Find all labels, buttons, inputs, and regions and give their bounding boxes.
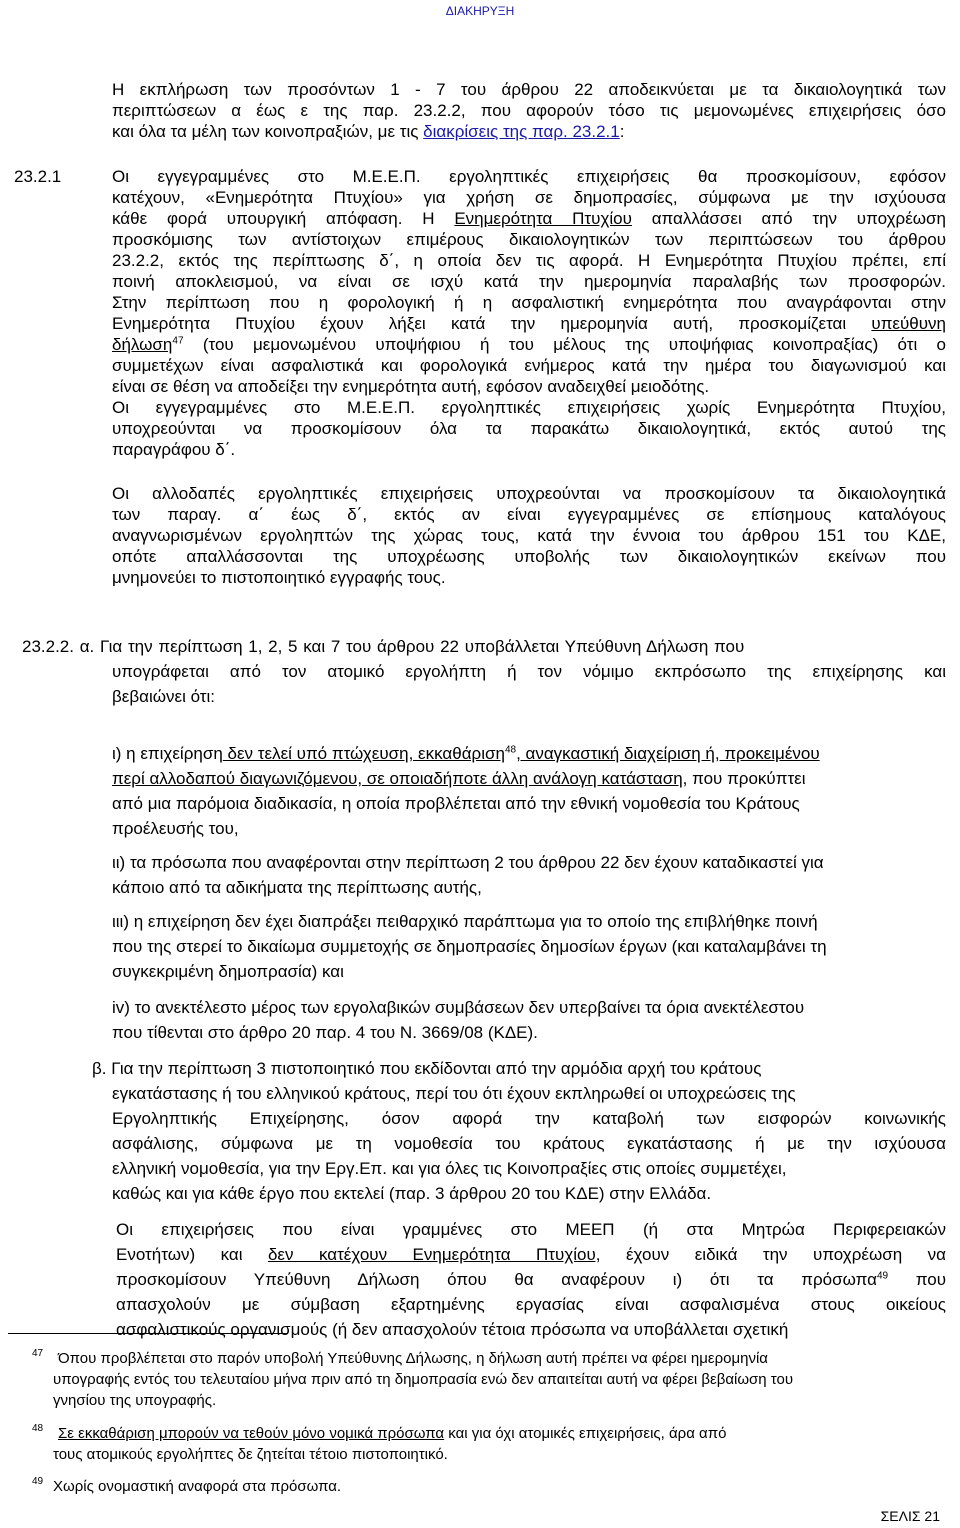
reference-link[interactable]: διακρίσεις της παρ. 23.2.1 — [423, 122, 620, 141]
s2321-line-9: δήλωση$^{47}$ (του μεμονωμένου υποψήφιου ή του μέλους της υποψήφιας κοινοπραξίας) ότι ο — [112, 335, 946, 354]
s2321-line-10: συμμετέχων είναι ασφαλιστικά και φορολογικά ενήμερος κατά την ημέρα του διαγωνισμού και — [112, 356, 946, 375]
s2321-line-14: παραγράφου δ΄. — [112, 440, 236, 459]
footnote-separator — [8, 1333, 288, 1334]
s2321-line-6: ποινή αποκλεισμού, να είναι σε ισχύ κατά την ημερομηνία παραλαβής των προσφορών. — [112, 272, 946, 291]
item-ii-line-2: κάποιο από τα αδικήματα της περίπτωσης αυτής, — [112, 878, 482, 897]
s2322a-line-3: βεβαιώνει ότι: — [112, 687, 216, 706]
footnote-ref-49[interactable]: 49 — [876, 1270, 889, 1282]
foreign-line-4: οπότε απαλλάσσονται της υποχρέωσης υποβολής των δικαιολογητικών εκείνων που — [112, 547, 946, 566]
beta-line-6: καθώς και για κάθε έργο που εκτελεί (παρ. 3 άρθρου 20 του ΚΔΕ) στην Ελλάδα. — [112, 1184, 712, 1203]
s2321-line-2: κατέχουν, «Ενημερότητα Πτυχίου» για χρήση σε δημοπρασίες, σύμφωνα με την ισχύουσα — [112, 188, 946, 207]
intro-line-2: περιπτώσεων α έως ε της παρ. 23.2.2, που αφορούν τόσο τις μεμονωμένες επιχειρήσεις όσο — [112, 101, 946, 120]
s2321-line-5: 23.2.2, εκτός της περίπτωσης δ΄, η οποία δεν τις αφορά. Η Ενημερότητα Πτυχίου πρέπει, επί — [112, 251, 946, 270]
s2321-line-12: Οι εγγεγραμμένες στο Μ.Ε.Ε.Π. εργοληπτικές επιχειρήσεις χωρίς Ενημερότητα Πτυχίου, — [112, 398, 946, 417]
s2321-line-1: Οι εγγεγραμμένες στο Μ.Ε.Ε.Π. εργοληπτικές επιχειρήσεις θα προσκομίσουν, εφόσον — [112, 167, 946, 186]
s2321-line-13: υποχρεούνται να προσκομίσουν όλα τα παρακάτω δικαιολογητικά, εκτός αυτού της — [112, 419, 946, 438]
item-iii-line-2: που της στερεί το δικαίωμα συμμετοχής σε δημοπρασίες δημοσίων έργων (και καταλαμβάνει τη — [112, 937, 827, 956]
beta-line-5: ελληνική νομοθεσία, για την Εργ.Επ. και για όλες τις Κοινοπραξίες στις οποίες συμμετέχει, — [112, 1159, 787, 1178]
s2321-line-8: Ενημερότητα Πτυχίου έχουν λήξει κατά την ημερομηνία αυτή, προσκομίζεται υπεύθυνη — [112, 314, 946, 333]
section-number-2321: 23.2.1 — [14, 167, 62, 186]
item-i-line-3: από μια παρόμοια διαδικασία, η οποία προβλέπεται από την εθνική νομοθεσία του Κράτους — [112, 794, 800, 813]
meep-line-4: απασχολούν με σύμβαση εξαρτημένης εργασίας είναι ασφαλισμένα στους οικείους — [116, 1295, 946, 1314]
footnote-47-line-1: Όπου προβλέπεται στο παρόν υποβολή Υπεύθυνης Δήλωσης, η δήλωση αυτή πρέπει να φέρει ημερομηνία — [58, 1350, 768, 1367]
foreign-line-5: μνημονεύει το πιστοποιητικό εγγραφής τους. — [112, 568, 446, 587]
foreign-line-3: αναγνωρισμένων εργοληπτών της χώρας τους, κατά την έννοια του άρθρου 151 του ΚΔΕ, — [112, 526, 946, 545]
item-iii-line-3: συγκεκριμένη δημοπρασία) και — [112, 962, 344, 981]
foreign-line-2: των παραγ. α΄ έως δ΄, εκτός αν είναι εγγεγραμμένες σε επίσημους καταλόγους — [112, 505, 946, 524]
item-ii-line-1: ιι) τα πρόσωπα που αναφέρονται στην περίπτωση 2 του άρθρου 22 δεν έχουν καταδικαστεί για — [112, 853, 824, 872]
s2321-line-3: κάθε φορά υπουργική απόφαση. Η Ενημερότητα Πτυχίου απαλλάσσει από την υποχρέωση — [112, 209, 946, 228]
foreign-line-1: Οι αλλοδαπές εργοληπτικές επιχειρήσεις υποχρεούνται να προσκομίσουν τα δικαιολογητικά — [112, 484, 946, 503]
page-number: ΣΕΛΙΣ 21 — [880, 1508, 940, 1524]
item-i-line-4: προέλευσής του, — [112, 819, 239, 838]
meep-line-5: ασφαλιστικούς οργανισμούς (ή δεν απασχολούν τέτοια πρόσωπα να υποβάλλεται σχετική — [116, 1320, 789, 1339]
footnote-number-47: 47 — [32, 1348, 44, 1359]
footnote-ref-47[interactable]: 47 — [172, 335, 184, 347]
footnote-number-49: 49 — [32, 1476, 44, 1487]
footnote-number-48: 48 — [32, 1423, 44, 1434]
meep-line-2: Ενοτήτων) και δεν κατέχουν Ενημερότητα Πτυχίου, έχουν ειδικά την υποχρέωση να — [116, 1245, 946, 1264]
s2322a-line-2: υπογράφεται από τον ατομικό εργολήπτη ή τον νόμιμο εκπρόσωπο της επιχείρησης και — [112, 662, 946, 681]
beta-line-2: εγκατάστασης ή του ελληνικού κράτους, περί του ότι έχουν εκπληρωθεί οι υποχρεώσεις της — [112, 1084, 796, 1103]
meep-line-3: προσκομίσουν Υπεύθυνη Δήλωση όπου θα αναφέρουν ι) ότι τα πρόσωπα$^{49}$ που — [116, 1270, 947, 1289]
item-iii-line-1: ιιι) η επιχείρηση δεν έχει διαπράξει πειθαρχικό παράπτωμα για το οποίο της επιβλήθηκε ποινή — [112, 912, 818, 931]
s2321-line-11: είναι σε θέση να αποδείξει την ενημερότητα αυτή, εφόσον αναδειχθεί μειοδότης. — [112, 377, 710, 396]
footnote-49-line-1: Χωρίς ονομαστική αναφορά στα πρόσωπα. — [53, 1478, 342, 1495]
footnote-ref-48[interactable]: 48 — [504, 744, 517, 756]
intro-line-1: Η εκπλήρωση των προσόντων 1 - 7 του άρθρου 22 αποδεικνύεται με τα δικαιολογητικά των — [112, 80, 946, 99]
footnote-47-line-3: γνησίου της υπογραφής. — [53, 1392, 217, 1409]
beta-line-3: Εργοληπτικής Επιχείρησης, όσον αφορά την καταβολή των εισφορών κοινωνικής — [112, 1109, 946, 1128]
item-iv-line-1: iv) το ανεκτέλεστο μέρος των εργολαβικών συμβάσεων δεν υπερβαίνει τα όρια ανεκτέλεστου — [112, 998, 805, 1017]
meep-line-1: Οι επιχειρήσεις που είναι γραμμένες στο ΜΕΕΠ (ή στα Μητρώα Περιφερειακών — [116, 1220, 946, 1239]
item-i-line-2: περί αλλοδαπού διαγωνιζόμενου, σε οποιαδήποτε άλλη ανάλογη κατάσταση, που προκύπτει — [112, 769, 806, 788]
s2321-line-4: προσκόμισης των αντίστοιχων επιμέρους δικαιολογητικών των περιπτώσεων του άρθρου — [112, 230, 946, 249]
item-iv-line-2: που τίθενται στο άρθρο 20 παρ. 4 του Ν. 3669/08 (ΚΔΕ). — [112, 1023, 538, 1042]
footnote-48-line-2: τους ατομικούς εργολήπτες δε ζητείται τέτοιο πιστοποιητικό. — [53, 1446, 448, 1463]
footnote-47-line-2: υπογραφής εντός του τελευταίου μήνα πριν από τη δημοπρασία ενώ δεν απαιτείται αυτή να φέρει βεβαίωση του — [53, 1371, 794, 1388]
s2322a-line-1: 23.2.2. α. Για την περίπτωση 1, 2, 5 και 7 του άρθρου 22 υποβάλλεται Υπεύθυνη Δήλωση που — [22, 637, 745, 656]
document-header: ΔΙΑΚΗΡΥΞΗ — [445, 4, 515, 18]
intro-line-3: και όλα τα μέλη των κοινοπραξιών, με τις διακρίσεις της παρ. 23.2.1: — [112, 122, 625, 141]
beta-line-4: ασφάλισης, σύμφωνα με τη νομοθεσία του κράτους εγκατάστασης ή με την ισχύουσα — [112, 1134, 946, 1153]
item-i-line-1: ι) η επιχείρηση δεν τελεί υπό πτώχευση, εκκαθάριση$^{48}$, αναγκαστική διαχείριση ή, προκειμένου — [112, 744, 820, 763]
beta-line-1: β. Για την περίπτωση 3 πιστοποιητικό που εκδίδονται από την αρμόδια αρχή του κράτους — [92, 1059, 762, 1078]
s2321-line-7: Στην περίπτωση που η φορολογική ή η ασφαλιστική ενημερότητα που αναγράφονται στην — [112, 293, 946, 312]
footnote-48-line-1: Σε εκκαθάριση μπορούν να τεθούν μόνο νομικά πρόσωπα και για όχι ατομικές επιχειρήσεις, άρα από — [58, 1425, 727, 1442]
